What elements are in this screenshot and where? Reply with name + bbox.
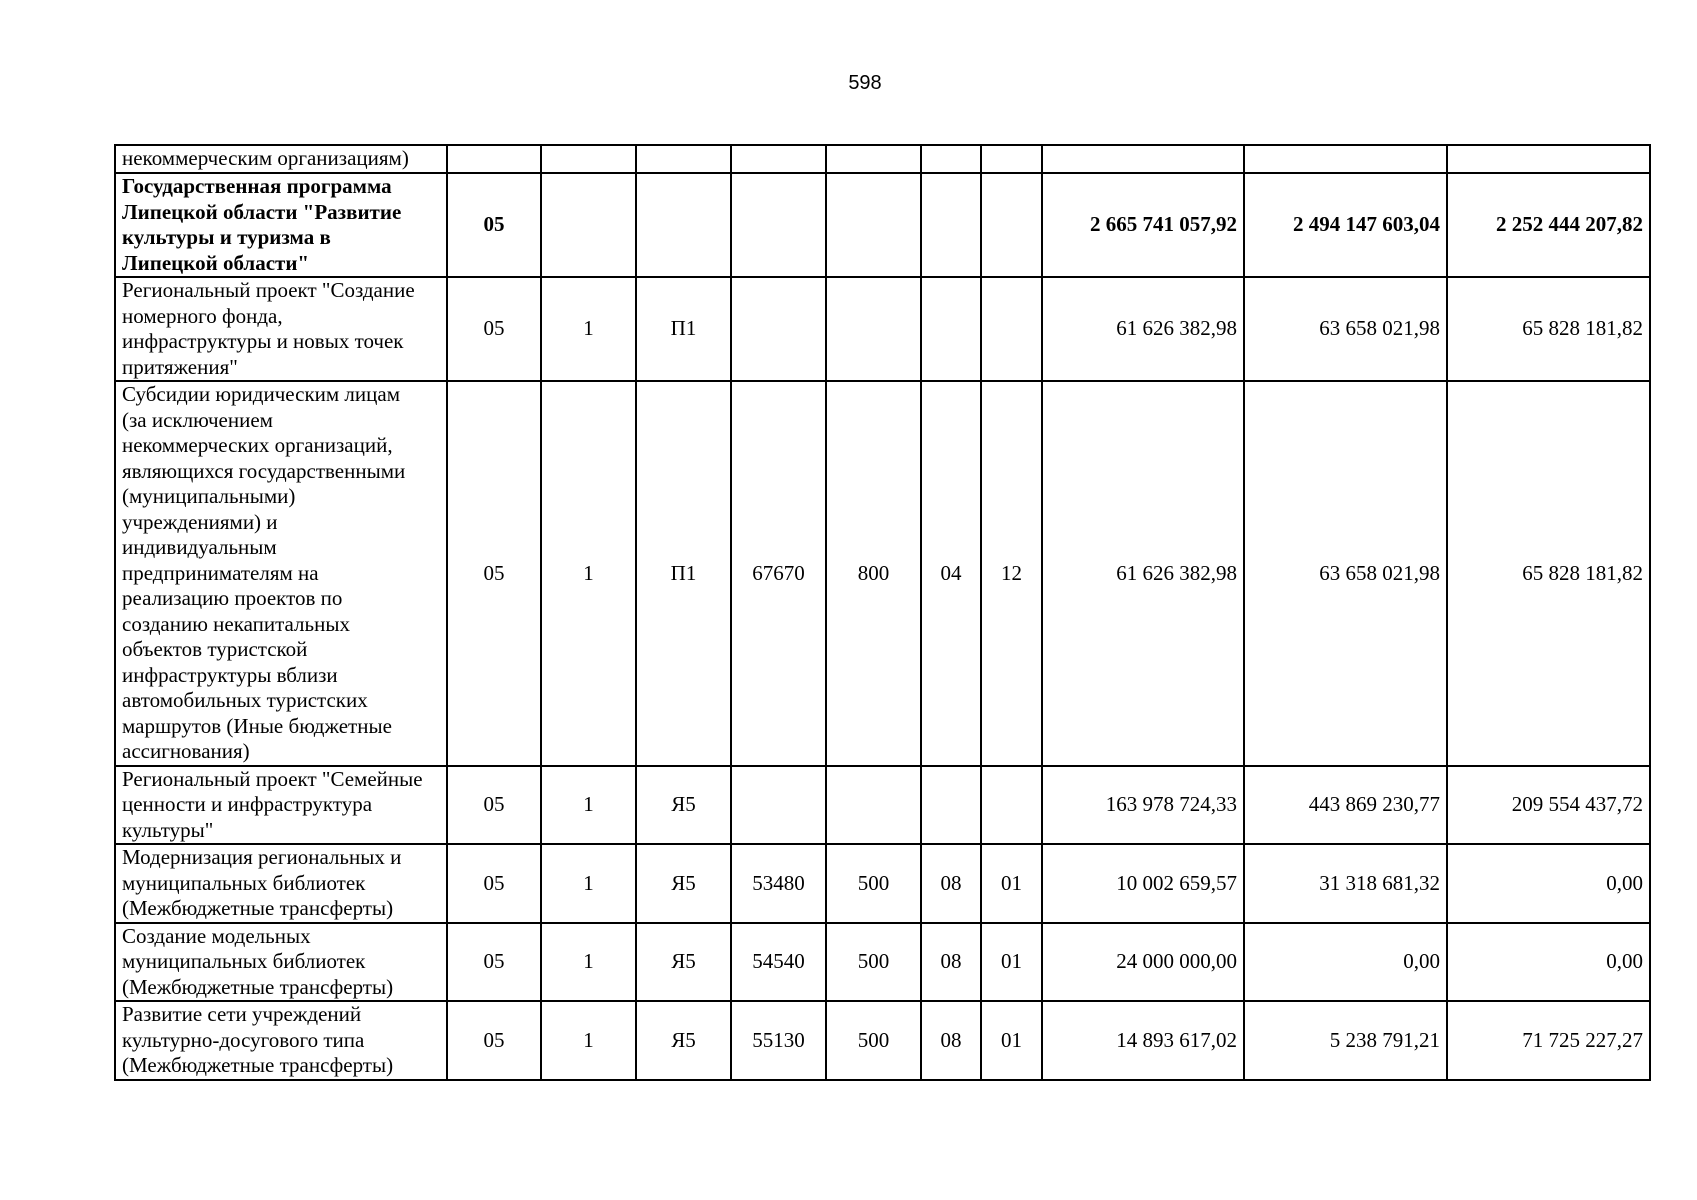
cell-subsection <box>981 277 1042 381</box>
cell-subprogram: 1 <box>541 277 636 381</box>
cell-subsection: 01 <box>981 1001 1042 1080</box>
cell-expense-type: 500 <box>826 923 921 1002</box>
cell-section: 08 <box>921 844 981 923</box>
table-row <box>115 923 1650 1002</box>
cell-subsection: 01 <box>981 923 1042 1002</box>
cell-subprogram: 1 <box>541 923 636 1002</box>
cell-section: 08 <box>921 1001 981 1080</box>
table-row <box>115 173 1650 277</box>
cell-subprogram <box>541 173 636 277</box>
cell-expense-type <box>826 277 921 381</box>
cell-section <box>921 173 981 277</box>
table-body <box>115 145 1650 1080</box>
table-row <box>115 844 1650 923</box>
cell-program: 05 <box>447 923 541 1002</box>
cell-name: Субсидии юридическим лицам (за исключением некоммерческих организаций, являющихся государственными (муниципальными) учреждениями) и индивидуальным предпринимателям на реализацию проектов по созданию некапитальных объектов туристской инфраструктуры вблизи автомобильных туристских маршрутов (Иные бюджетные ассигнования) <box>115 381 447 766</box>
cell-subsection: 01 <box>981 844 1042 923</box>
table-row <box>115 145 1650 173</box>
cell-name: Региональный проект "Создание номерного фонда, инфраструктуры и новых точек притяжения" <box>115 277 447 381</box>
cell-program: 05 <box>447 766 541 845</box>
cell-subprogram: 1 <box>541 381 636 766</box>
cell-sum-1: 61 626 382,98 <box>1042 277 1244 381</box>
cell-name: Создание модельных муниципальных библиотек (Межбюджетные трансферты) <box>115 923 447 1002</box>
cell-sum-2: 63 658 021,98 <box>1244 381 1447 766</box>
cell-sum-3: 0,00 <box>1447 923 1650 1002</box>
cell-sum-1: 14 893 617,02 <box>1042 1001 1244 1080</box>
cell-subsection: 12 <box>981 381 1042 766</box>
cell-project: Я5 <box>636 923 731 1002</box>
table-row <box>115 277 1650 381</box>
cell-subprogram <box>541 145 636 173</box>
cell-sum-2: 31 318 681,32 <box>1244 844 1447 923</box>
cell-project: Я5 <box>636 766 731 845</box>
cell-sum-1: 24 000 000,00 <box>1042 923 1244 1002</box>
cell-section <box>921 277 981 381</box>
budget-table <box>114 144 1651 1081</box>
cell-direction <box>731 277 826 381</box>
cell-sum-2: 0,00 <box>1244 923 1447 1002</box>
table-row <box>115 1001 1650 1080</box>
cell-name: Государственная программа Липецкой области "Развитие культуры и туризма в Липецкой области" <box>115 173 447 277</box>
cell-subprogram: 1 <box>541 1001 636 1080</box>
cell-sum-2: 5 238 791,21 <box>1244 1001 1447 1080</box>
table-row <box>115 766 1650 845</box>
cell-project: П1 <box>636 381 731 766</box>
cell-sum-3: 2 252 444 207,82 <box>1447 173 1650 277</box>
cell-program: 05 <box>447 1001 541 1080</box>
cell-program: 05 <box>447 277 541 381</box>
cell-sum-2: 443 869 230,77 <box>1244 766 1447 845</box>
cell-sum-1: 163 978 724,33 <box>1042 766 1244 845</box>
cell-name: некоммерческим организациям) <box>115 145 447 173</box>
cell-subsection <box>981 145 1042 173</box>
cell-direction <box>731 173 826 277</box>
cell-project <box>636 145 731 173</box>
cell-name: Региональный проект "Семейные ценности и инфраструктура культуры" <box>115 766 447 845</box>
cell-project: Я5 <box>636 844 731 923</box>
page-number: 598 <box>848 72 882 94</box>
cell-sum-3: 65 828 181,82 <box>1447 277 1650 381</box>
cell-sum-3 <box>1447 145 1650 173</box>
cell-sum-2: 2 494 147 603,04 <box>1244 173 1447 277</box>
cell-project: Я5 <box>636 1001 731 1080</box>
cell-direction <box>731 766 826 845</box>
cell-section: 04 <box>921 381 981 766</box>
cell-subsection <box>981 766 1042 845</box>
cell-program: 05 <box>447 381 541 766</box>
cell-subprogram: 1 <box>541 766 636 845</box>
cell-expense-type <box>826 766 921 845</box>
cell-sum-3: 0,00 <box>1447 844 1650 923</box>
cell-expense-type <box>826 145 921 173</box>
cell-program: 05 <box>447 844 541 923</box>
cell-name: Модернизация региональных и муниципальных библиотек (Межбюджетные трансферты) <box>115 844 447 923</box>
cell-sum-3: 209 554 437,72 <box>1447 766 1650 845</box>
cell-name: Развитие сети учреждений культурно-досугового типа (Межбюджетные трансферты) <box>115 1001 447 1080</box>
cell-section: 08 <box>921 923 981 1002</box>
cell-sum-3: 71 725 227,27 <box>1447 1001 1650 1080</box>
cell-sum-2 <box>1244 145 1447 173</box>
cell-subprogram: 1 <box>541 844 636 923</box>
cell-direction: 54540 <box>731 923 826 1002</box>
cell-direction: 67670 <box>731 381 826 766</box>
cell-sum-1: 2 665 741 057,92 <box>1042 173 1244 277</box>
cell-expense-type: 800 <box>826 381 921 766</box>
cell-expense-type: 500 <box>826 844 921 923</box>
cell-sum-1: 61 626 382,98 <box>1042 381 1244 766</box>
table-row <box>115 381 1650 766</box>
cell-sum-3: 65 828 181,82 <box>1447 381 1650 766</box>
cell-direction: 55130 <box>731 1001 826 1080</box>
cell-section <box>921 145 981 173</box>
cell-sum-2: 63 658 021,98 <box>1244 277 1447 381</box>
cell-direction: 53480 <box>731 844 826 923</box>
cell-sum-1: 10 002 659,57 <box>1042 844 1244 923</box>
cell-expense-type <box>826 173 921 277</box>
cell-project <box>636 173 731 277</box>
cell-project: П1 <box>636 277 731 381</box>
cell-expense-type: 500 <box>826 1001 921 1080</box>
cell-program <box>447 145 541 173</box>
cell-section <box>921 766 981 845</box>
cell-program: 05 <box>447 173 541 277</box>
cell-direction <box>731 145 826 173</box>
cell-subsection <box>981 173 1042 277</box>
cell-sum-1 <box>1042 145 1244 173</box>
